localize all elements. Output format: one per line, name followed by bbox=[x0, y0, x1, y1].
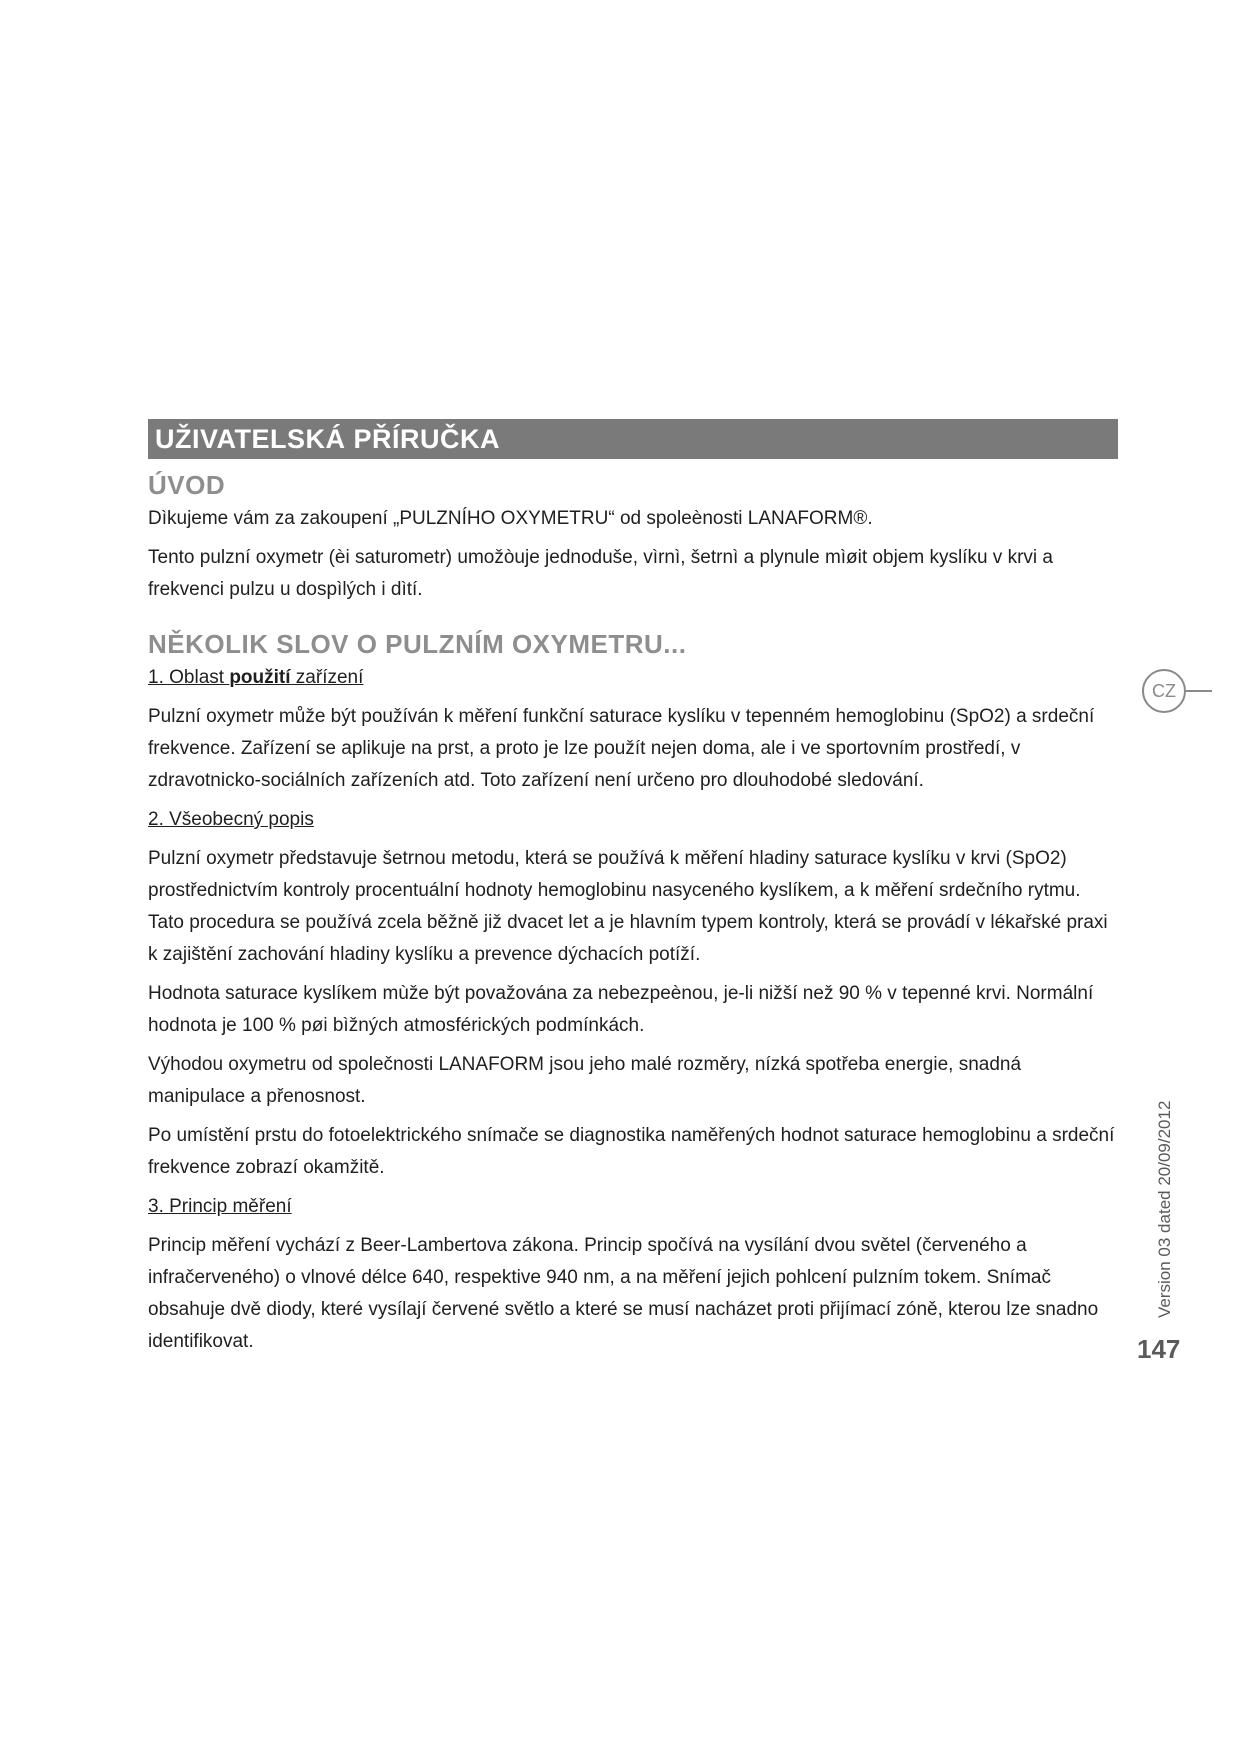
section-1-label-bold: použití bbox=[229, 667, 291, 688]
section-2-paragraph-2: Hodnota saturace kyslíkem mùže být považována za nebezpeènou, je-li nižší než 90 % v tepenné krvi. Normální hodnota je 100 % pøi bìžných atmosférických podmínkách. bbox=[148, 983, 1094, 1036]
page-number: 147 bbox=[1137, 1334, 1181, 1364]
section-1-label bbox=[148, 662, 1118, 694]
section-3-paragraph: Princip měření vychází z Beer-Lambertova zákona. Princip spočívá na vysílání dvou světel (červeného a infračerveného) o vlnové délce 640, respektive 940 nm, a na měření jejich pohlcení pulzním tokem. Snímač obsahuje dvě diody, které vysílají červené světlo a které se musí nacházet proti přijímací zóně, kterou lze snadno identifikovat. bbox=[148, 1235, 1099, 1352]
manual-page-content bbox=[148, 419, 1118, 1365]
section-1-label-after: zařízení bbox=[290, 667, 364, 688]
language-badge-line bbox=[1186, 690, 1212, 692]
section-2-label: 2. Všeobecný popis bbox=[148, 809, 314, 830]
intro-heading: ÚVOD bbox=[148, 470, 226, 500]
intro-paragraph-2: Tento pulzní oxymetr (èi saturometr) umožòuje jednoduše, vìrnì, šetrnì a plynule mìøit objem kyslíku v krvi a frekvenci pulzu u dospìlých i dìtí. bbox=[148, 547, 1053, 600]
section-2-paragraph-1: Pulzní oxymetr představuje šetrnou metodu, která se používá k měření hladiny saturace kyslíku v krvi (SpO2) prostřednictvím kontroly procentuální hodnoty hemoglobinu nasyceného kyslíkem, a k měření srdečního rytmu. Tato procedura se používá zcela běžně již dvacet let a je hlavním typem kontroly, která se provádí v lékařské praxi k zajištění zachování hladiny kyslíku a prevence dýchacích potíží. bbox=[148, 848, 1108, 965]
section-3-label: 3. Princip měření bbox=[148, 1196, 292, 1217]
intro-paragraph-1: Dìkujeme vám za zakoupení „PULZNÍHO OXYMETRU“ od spoleènosti LANAFORM®. bbox=[148, 508, 873, 529]
section-2-paragraph-3: Výhodou oxymetru od společnosti LANAFORM jsou jeho malé rozměry, nízká spotřeba energie, snadná manipulace a přenosnost. bbox=[148, 1054, 1022, 1107]
section-1-paragraph: Pulzní oxymetr může být používán k měření funkční saturace kyslíku v tepenném hemoglobinu (SpO2) a srdeční frekvence. Zařízení se aplikuje na prst, a proto je lze použít nejen doma, ale i ve sportovním prostředí, v zdravotnicko-sociálních zařízeních atd. Toto zařízení není určeno pro dlouhodobé sledování. bbox=[148, 706, 1095, 791]
page-title: UŽIVATELSKÁ PŘÍRUČKA bbox=[148, 419, 1118, 459]
language-badge: CZ bbox=[1142, 669, 1186, 713]
section-1-label-before: 1. Oblast bbox=[148, 667, 230, 688]
version-text: Version 03 dated 20/09/2012 bbox=[1155, 1100, 1174, 1318]
section-2-paragraph-4: Po umístění prstu do fotoelektrického snímače se diagnostika naměřených hodnot saturace hemoglobinu a srdeční frekvence zobrazí okamžitě. bbox=[148, 1125, 1115, 1178]
about-heading: NĚKOLIK SLOV O PULZNÍM OXYMETRU... bbox=[148, 629, 687, 659]
